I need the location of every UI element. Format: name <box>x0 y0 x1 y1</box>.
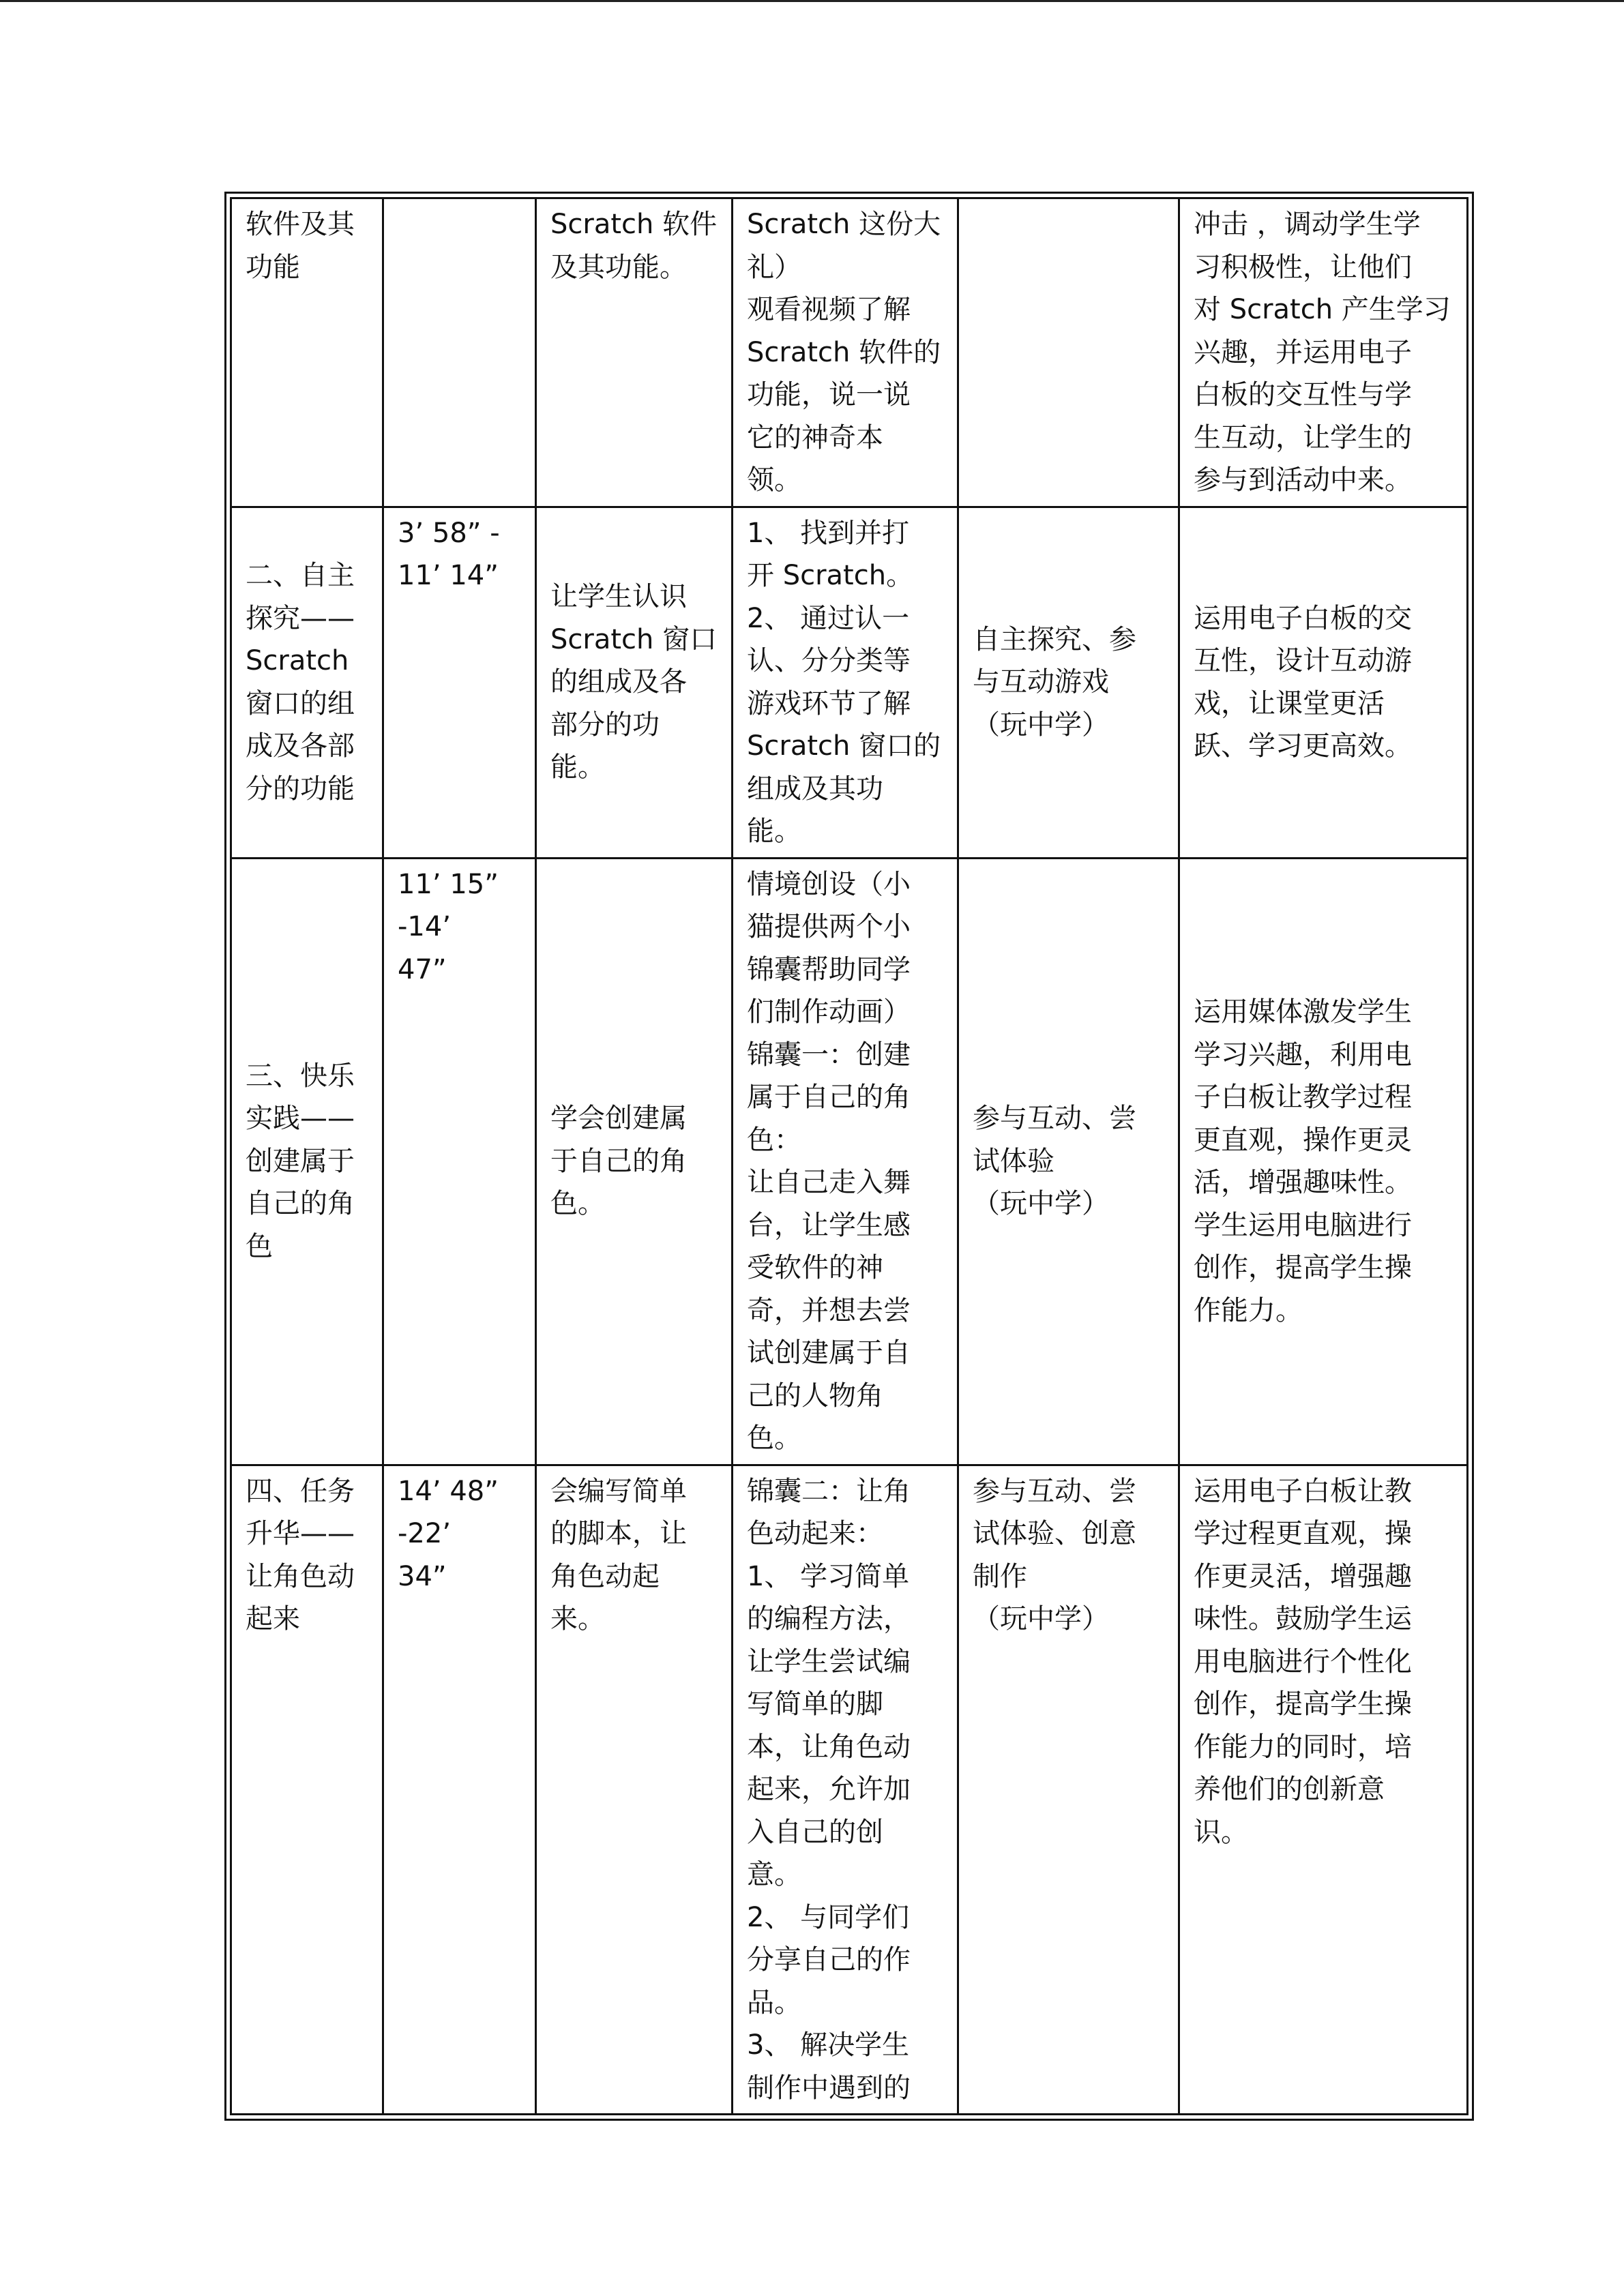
stage-text: 四、任务 升华—— 让角色动 起来 <box>246 1475 355 1635</box>
goal-text: Scratch 软件 及其功能。 <box>550 209 718 283</box>
table-row <box>231 507 1468 858</box>
stage-cell <box>231 1465 383 2115</box>
stage-cell <box>231 858 383 1465</box>
teacher-activity-text: Scratch 这份大 礼） 观看视频了解 Scratch 软件的 功能，说一说 它的神奇本 领。 <box>747 209 941 496</box>
table-row <box>231 1465 1468 2115</box>
design-intent-cell <box>1179 198 1468 507</box>
student-activity-cell <box>958 1465 1179 2115</box>
table-row <box>231 198 1468 507</box>
design-intent-cell <box>1179 1465 1468 2115</box>
table-row <box>231 858 1468 1465</box>
time-text: 11’ 15” -14’ 47” <box>398 868 499 985</box>
stage-text: 二、自主 探究—— Scratch 窗口的组 成及各部 分的功能 <box>246 560 355 805</box>
design-intent-cell <box>1179 507 1468 858</box>
teacher-activity-text: 情境创设（小 猫提供两个小 锦囊帮助同学 们制作动画） 锦囊一：创建 属于自己的角 色： 让自己走入舞 台，让学生感 受软件的神 奇，并想去尝 试创建属于自 己的人物角 色。 <box>747 868 911 1454</box>
goal-text: 学会创建属 于自己的角 色。 <box>550 1103 687 1220</box>
student-activity-cell <box>958 858 1179 1465</box>
design-intent-cell <box>1179 858 1468 1465</box>
teacher-activity-cell <box>733 507 958 858</box>
goal-cell <box>536 1465 733 2115</box>
time-cell <box>383 1465 536 2115</box>
teacher-activity-cell <box>733 858 958 1465</box>
teacher-activity-text: 1、 找到并打 开 Scratch。 2、 通过认一 认、分分类等 游戏环节了解 Scratch 窗口的 组成及其功 能。 <box>747 517 941 847</box>
stage-text: 软件及其 功能 <box>246 209 355 283</box>
goal-text: 会编写简单 的脚本，让 角色动起 来。 <box>550 1475 687 1635</box>
design-intent-text: 运用媒体激发学生 学习兴趣，利用电 子白板让教学过程 更直观，操作更灵 活，增强趣味性。 学生运用电脑进行 创作，提高学生操 作能力。 <box>1194 996 1412 1326</box>
time-cell <box>383 198 536 507</box>
stage-text: 三、快乐 实践—— 创建属于 自己的角 色 <box>246 1060 355 1262</box>
stage-cell <box>231 198 383 507</box>
time-cell <box>383 858 536 1465</box>
time-text: 14’ 48” -22’ 34” <box>398 1475 499 1592</box>
goal-text: 让学生认识 Scratch 窗口 的组成及各 部分的功 能。 <box>550 581 718 784</box>
time-cell <box>383 507 536 858</box>
design-intent-text: 冲击 ，调动学生学 习积极性，让他们 对 Scratch 产生学习 兴趣，并运用电子 白板的交互性与学 生互动，让学生的 参与到活动中来。 <box>1194 209 1451 496</box>
teacher-activity-cell <box>733 1465 958 2115</box>
student-activity-text: 参与互动、尝 试体验、创意 制作 （玩中学） <box>973 1475 1136 1635</box>
design-intent-text: 运用电子白板的交 互性，设计互动游 戏，让课堂更活 跃、学习更高效。 <box>1194 602 1412 762</box>
lesson-plan-table <box>230 197 1468 2115</box>
page-top-border <box>0 0 1624 2</box>
goal-cell <box>536 507 733 858</box>
goal-cell <box>536 858 733 1465</box>
teacher-activity-text: 锦囊二：让角 色动起来： 1、 学习简单 的编程方法， 让学生尝试编 写简单的脚 本，让角色动 起来，允许加 入自己的创 意。 2、 与同学们 分享自己的作 品。 3、 解决学生 制作中遇到的 <box>747 1475 911 2104</box>
stage-cell <box>231 507 383 858</box>
student-activity-text: 自主探究、参 与互动游戏 （玩中学） <box>973 623 1136 741</box>
time-text: 3’ 58” - 11’ 14” <box>398 517 500 591</box>
student-activity-text: 参与互动、尝 试体验 （玩中学） <box>973 1103 1136 1220</box>
student-activity-cell <box>958 198 1179 507</box>
teacher-activity-cell <box>733 198 958 507</box>
design-intent-text: 运用电子白板让教 学过程更直观，操 作更灵活，增强趣 味性。鼓励学生运 用电脑进行个性化 创作，提高学生操 作能力的同时，培 养他们的创新意 识。 <box>1194 1475 1412 1848</box>
goal-cell <box>536 198 733 507</box>
student-activity-cell <box>958 507 1179 858</box>
